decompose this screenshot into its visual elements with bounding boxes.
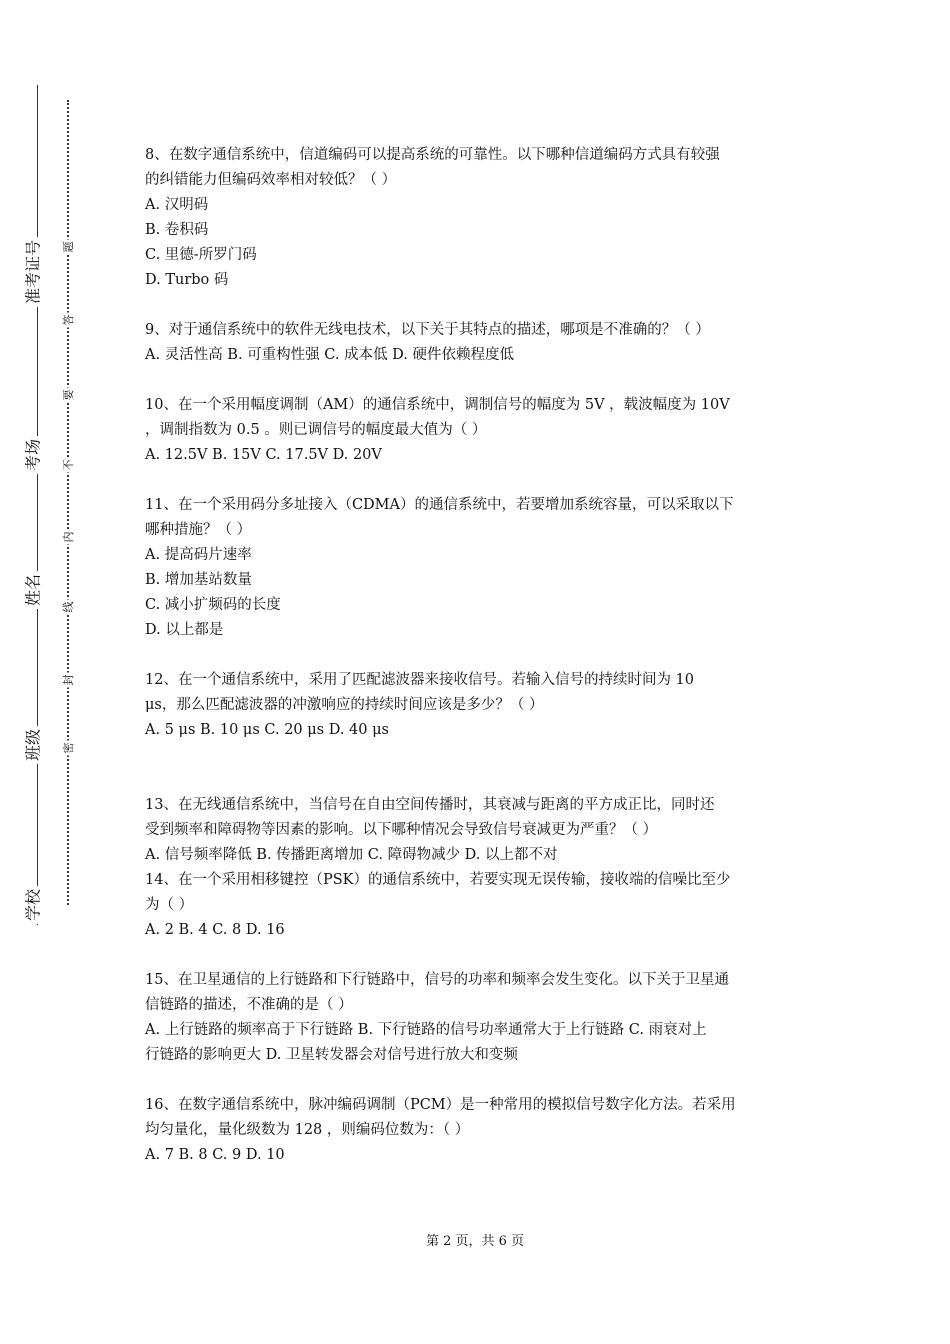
- exam-room-label: 考场: [21, 436, 44, 474]
- question-line: B. 卷积码: [145, 222, 209, 238]
- question-line: 16、在数字通信系统中，脉冲编码调制（PCM）是一种常用的模拟信号数字化方法。若采用: [145, 1097, 736, 1113]
- question-line: C. 里德-所罗门码: [145, 247, 257, 263]
- question-line: 为（ ）: [145, 897, 194, 913]
- question-block: [145, 493, 810, 643]
- question-line: A. 7 B. 8 C. 9 D. 10: [145, 1147, 285, 1163]
- question-line: 8、在数字通信系统中，信道编码可以提高系统的可靠性。以下哪种信道编码方式具有较强: [145, 147, 720, 163]
- question-line: 11、在一个采用码分多址接入（CDMA）的通信系统中，若要增加系统容量，可以采取以下: [145, 497, 734, 513]
- question-line: 14、在一个采用相移键控（PSK）的通信系统中，若要实现无误传输，接收端的信噪比至少: [145, 872, 731, 888]
- question-line: A. 12.5V B. 15V C. 17.5V D. 20V: [145, 447, 382, 463]
- question-line: A. 上行链路的频率高于下行链路 B. 下行链路的信号功率通常大于上行链路 C. 雨衰对上: [145, 1022, 707, 1038]
- seal-char: 不: [62, 459, 75, 471]
- question-line: 哪种措施？（ ）: [145, 522, 252, 538]
- question-block: [145, 1093, 810, 1168]
- question-line: 9、对于通信系统中的软件无线电技术，以下关于其特点的描述，哪项是不准确的？（ ）: [145, 322, 710, 338]
- question-block: [145, 143, 810, 293]
- binding-line: [37, 85, 38, 925]
- question-block: [145, 393, 810, 468]
- class-label: 班级: [21, 726, 44, 764]
- question-line: 15、在卫星通信的上行链路和下行链路中，信号的功率和频率会发生变化。以下关于卫星通: [145, 972, 729, 988]
- question-line: A. 2 B. 4 C. 8 D. 16: [145, 922, 285, 938]
- question-line: D. Turbo 码: [145, 272, 229, 288]
- seal-char: 要: [62, 389, 75, 401]
- seal-char: 答: [62, 314, 75, 326]
- question-line: A. 信号频率降低 B. 传播距离增加 C. 障碍物减少 D. 以上都不对: [145, 847, 558, 863]
- question-line: 均匀量化，量化级数为 128 ，则编码位数为：（ ）: [145, 1122, 470, 1138]
- page-footer: 第 2 页，共 6 页: [425, 1234, 525, 1249]
- school-label: 学校: [21, 886, 44, 924]
- name-label: 姓名: [21, 571, 44, 609]
- question-line: ，调制指数为 0.5 。则已调信号的幅度最大值为（ ）: [145, 422, 487, 438]
- question-block: [145, 318, 810, 368]
- question-line: B. 增加基站数量: [145, 572, 252, 588]
- question-line: 12、在一个通信系统中，采用了匹配滤波器来接收信号。若输入信号的持续时间为 10: [145, 672, 695, 688]
- question-block: [145, 868, 810, 943]
- question-line: A. 汉明码: [145, 197, 209, 213]
- question-line: A. 灵活性高 B. 可重构性强 C. 成本低 D. 硬件依赖程度低: [145, 347, 515, 363]
- question-line: A. 提高码片速率: [145, 547, 252, 563]
- question-line: 的纠错能力但编码效率相对较低？（ ）: [145, 172, 397, 188]
- question-line: μs，那么匹配滤波器的冲激响应的持续时间应该是多少？（ ）: [145, 697, 544, 713]
- question-block: [145, 668, 810, 743]
- question-line: D. 以上都是: [145, 622, 224, 638]
- question-block: [145, 793, 810, 868]
- admission-number-label: 准考证号: [21, 237, 44, 307]
- question-line: A. 5 μs B. 10 μs C. 20 μs D. 40 μs: [145, 722, 389, 738]
- question-line: 13、在无线通信系统中，当信号在自由空间传播时，其衰减与距离的平方成正比，同时还: [145, 797, 715, 813]
- question-line: 信链路的描述，不准确的是（ ）: [145, 997, 353, 1013]
- question-line: C. 减小扩频码的长度: [145, 597, 281, 613]
- seal-char: 线: [62, 601, 75, 613]
- seal-char: 内: [62, 531, 75, 543]
- seal-char: 封: [62, 674, 75, 686]
- question-block: [145, 968, 810, 1068]
- seal-char: 题: [62, 241, 75, 253]
- seal-char: 密: [62, 742, 75, 754]
- question-line: 行链路的影响更大 D. 卫星转发器会对信号进行放大和变频: [145, 1047, 518, 1063]
- question-line: 10、在一个采用幅度调制（AM）的通信系统中，调制信号的幅度为 5V ，载波幅度为 10V: [145, 397, 730, 413]
- seal-dotted-line: [67, 100, 69, 905]
- question-line: 受到频率和障碍物等因素的影响。以下哪种情况会导致信号衰减更为严重？（ ）: [145, 822, 658, 838]
